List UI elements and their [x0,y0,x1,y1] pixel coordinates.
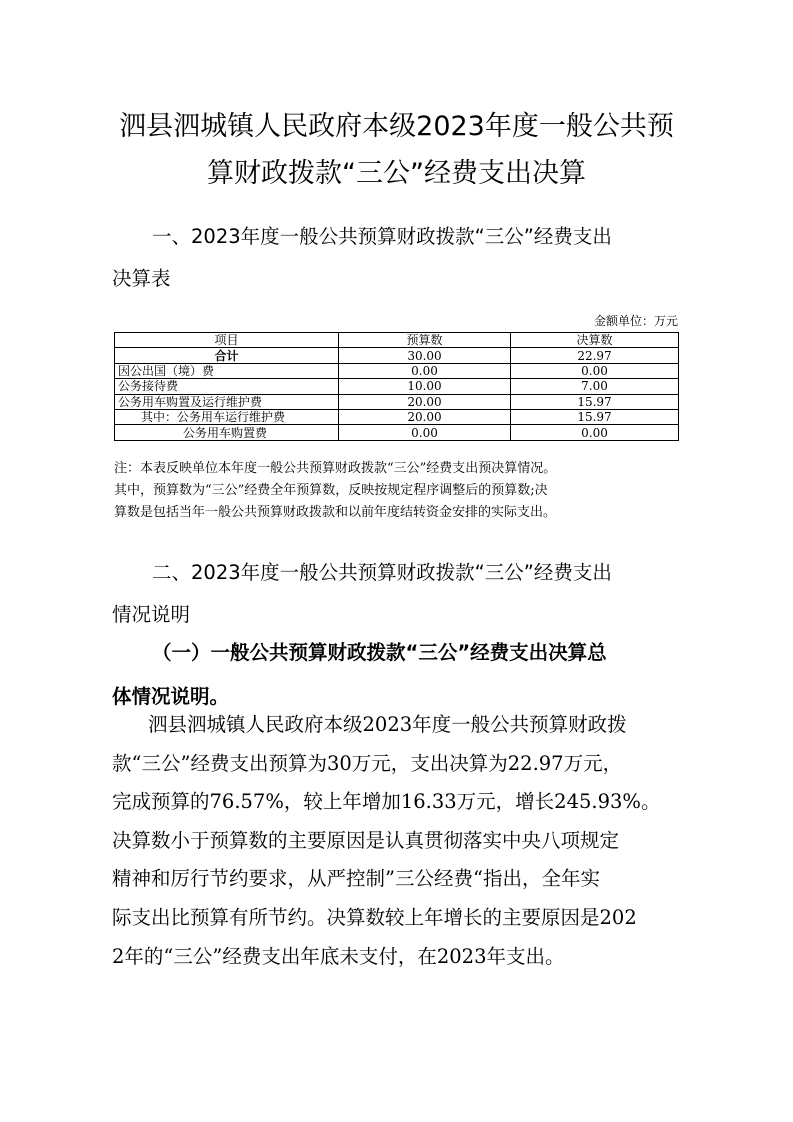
section-2-heading [112,552,672,636]
title-line-2: 算财政拨款“三公”经费支出决算 [207,158,586,189]
row-actual: 0.00 [511,425,679,440]
subsection-line-2: 体情况说明。 [112,685,230,708]
table-row-total [115,348,679,363]
document-title [80,103,713,197]
table-header-row [115,333,679,348]
row-label: 公务用车购置费 [115,425,339,440]
row-actual: 22.97 [511,348,679,363]
amount-unit: 金额单位：万元 [593,314,678,328]
row-actual: 7.00 [511,379,679,394]
title-line-1: 泗县泗城镇人民政府本级2023年度一般公共预 [119,111,674,142]
row-budget: 0.00 [339,363,511,378]
row-budget: 20.00 [339,394,511,409]
header-budget: 预算数 [339,333,511,348]
note-line-2: 其中，预算数为“三公”经费全年预算数，反映按规定程序调整后的预算数;决 [114,483,548,498]
row-label: 其中：公务用车运行维护费 [115,409,339,424]
section-1-line-2: 决算表 [112,267,171,290]
row-budget: 0.00 [339,425,511,440]
body-line: 完成预算的76.57%，较上年增加16.33万元，增长245.93%。 [112,790,661,814]
body-line: 决算数小于预算数的主要原因是认真贯彻落实中央八项规定 [112,828,620,852]
row-label: 公务接待费 [115,379,339,394]
row-budget: 30.00 [339,348,511,363]
section-1-heading [112,216,672,300]
table-row [115,425,679,440]
subsection-line-1: （一）一般公共预算财政拨款“三公”经费支出决算总 [152,641,607,664]
body-paragraph [112,706,672,976]
row-actual: 15.97 [511,394,679,409]
row-budget: 10.00 [339,379,511,394]
body-line: 泗县泗城镇人民政府本级2023年度一般公共预算财政拨 [148,713,627,736]
table-note [114,458,684,524]
header-item: 项目 [115,333,339,348]
section-1-line-1: 一、2023年度一般公共预算财政拨款“三公”经费支出 [152,225,612,248]
body-line: 际支出比预算有所节约。决算数较上年增长的主要原因是202 [112,905,637,929]
body-line: 精神和厉行节约要求，从严控制”三公经费“指出，全年实 [112,867,600,891]
section-2-line-1: 二、2023年度一般公共预算财政拨款“三公”经费支出 [152,561,612,584]
table-row [115,409,679,424]
row-label: 因公出国（境）费 [115,363,339,378]
row-label: 公务用车购置及运行维护费 [115,394,339,409]
row-label: 合计 [115,348,339,363]
table-row [115,363,679,378]
note-line-3: 算数是包括当年一般公共预算财政拨款和以前年度结转资金安排的实际支出。 [114,505,557,520]
row-actual: 15.97 [511,409,679,424]
expense-table [114,332,679,441]
body-line: 2年的“三公”经费支出年底未支付，在2023年支出。 [112,944,565,968]
section-2-line-2: 情况说明 [112,603,191,626]
note-line-1: 注：本表反映单位本年度一般公共预算财政拨款“三公”经费支出预决算情况。 [114,461,557,476]
table-row [115,379,679,394]
header-actual: 决算数 [511,333,679,348]
table-row [115,394,679,409]
row-budget: 20.00 [339,409,511,424]
body-line: 款“三公”经费支出预算为30万元，支出决算为22.97万元， [112,751,623,775]
row-actual: 0.00 [511,363,679,378]
